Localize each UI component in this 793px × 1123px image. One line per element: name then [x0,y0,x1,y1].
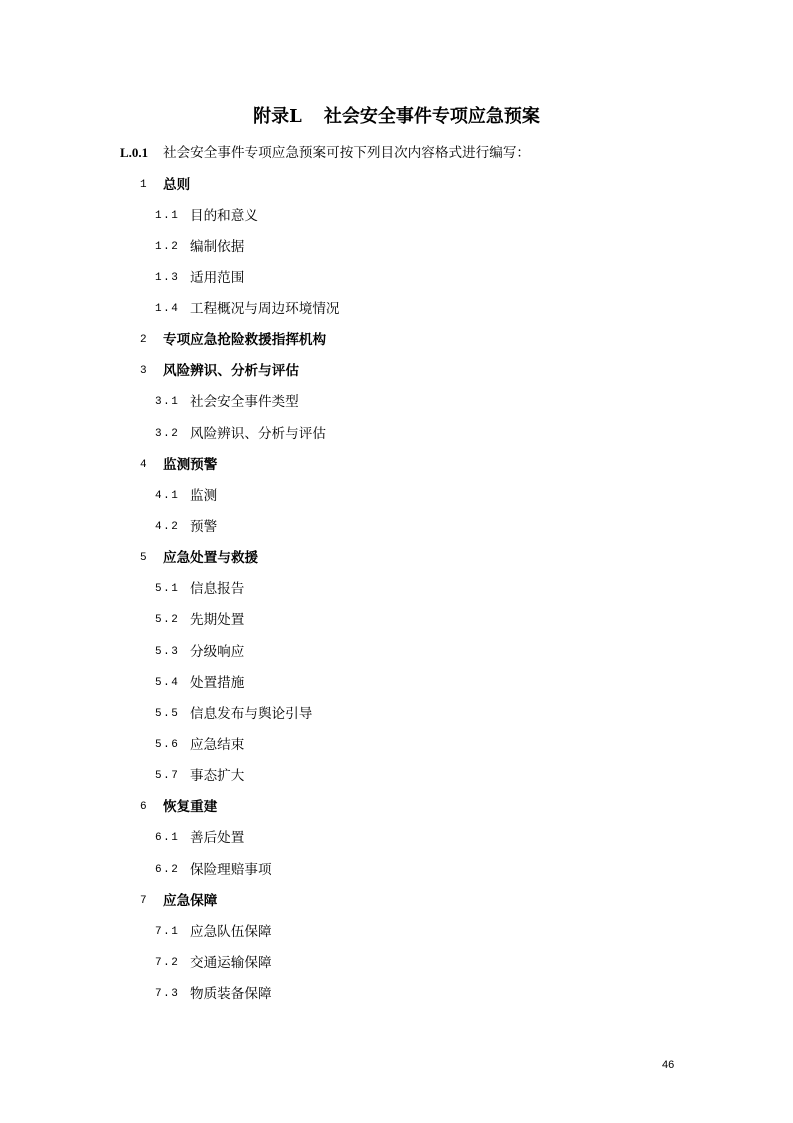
subsection-row [0,668,793,699]
subsection-number: 3.2 [155,427,180,440]
subsection-row [0,855,793,886]
subsection-row [0,481,793,512]
subsection-title: 应急结束 [190,737,245,754]
subsection-title: 预警 [190,519,218,536]
section-heading [0,792,793,823]
appendix-label: 附录L [253,106,302,127]
section-title: 恢复重建 [163,799,218,816]
subsection-title: 保险理赔事项 [190,861,272,878]
clause-number: L.0.1 [120,145,149,160]
section-number: 5 [140,552,147,565]
subsection-number: 1.2 [155,240,180,253]
subsection-number: 5.7 [155,770,180,783]
section-title: 应急处置与救援 [163,550,259,567]
subsection-number: 1.3 [155,271,180,284]
subsection-title: 事态扩大 [190,768,245,785]
section-heading [0,450,793,481]
subsection-title: 目的和意义 [190,207,258,224]
subsection-title: 处置措施 [190,674,245,691]
subsection-title: 分级响应 [190,643,245,660]
subsection-row [0,917,793,948]
subsection-number: 5.3 [155,645,180,658]
subsection-number: 5.5 [155,707,180,720]
subsection-number: 6.2 [155,863,180,876]
subsection-title: 善后处置 [190,830,245,847]
subsection-title: 编制依据 [190,238,245,255]
subsection-number: 6.1 [155,832,180,845]
subsection-row [0,979,793,1010]
subsection-title: 物质装备保障 [190,986,272,1003]
subsection-row [0,637,793,668]
section-number: 1 [140,178,147,191]
subsection-title: 信息发布与舆论引导 [190,705,313,722]
section-title: 应急保障 [163,892,218,909]
section-title: 专项应急抢险救援指挥机构 [163,332,327,349]
page-number: 46 [662,1059,675,1071]
section-number: 4 [140,458,147,471]
subsection-row [0,574,793,605]
clause-paragraph [120,143,530,163]
subsection-row [0,232,793,263]
clause-text: 社会安全事件专项应急预案可按下列目次内容格式进行编写： [163,145,531,161]
subsection-number: 7.2 [155,957,180,970]
subsection-row [0,294,793,325]
table-of-contents [0,170,793,1011]
section-number: 7 [140,894,147,907]
subsection-row [0,263,793,294]
subsection-row [0,419,793,450]
appendix-title: 社会安全事件专项应急预案 [323,106,540,127]
section-heading [0,543,793,574]
section-title: 监测预警 [163,456,218,473]
section-title: 风险辨识、分析与评估 [163,363,299,380]
subsection-row [0,761,793,792]
section-heading [0,886,793,917]
subsection-title: 先期处置 [190,612,245,629]
subsection-row [0,512,793,543]
subsection-title: 适用范围 [190,269,245,286]
subsection-title: 交通运输保障 [190,955,272,972]
subsection-row [0,699,793,730]
subsection-number: 1.4 [155,303,180,316]
section-heading [0,325,793,356]
subsection-number: 5.4 [155,676,180,689]
subsection-number: 7.3 [155,988,180,1001]
subsection-row [0,605,793,636]
subsection-number: 4.2 [155,521,180,534]
subsection-row [0,201,793,232]
section-number: 3 [140,365,147,378]
subsection-row [0,730,793,761]
subsection-number: 7.1 [155,925,180,938]
section-title: 总则 [163,176,191,193]
subsection-number: 5.6 [155,739,180,752]
subsection-title: 社会安全事件类型 [190,394,299,411]
subsection-title: 信息报告 [190,581,245,598]
subsection-title: 应急队伍保障 [190,923,272,940]
subsection-number: 5.2 [155,614,180,627]
subsection-row [0,823,793,854]
subsection-number: 3.1 [155,396,180,409]
subsection-number: 5.1 [155,583,180,596]
section-number: 6 [140,801,147,814]
subsection-title: 风险辨识、分析与评估 [190,425,326,442]
subsection-title: 监测 [190,487,218,504]
subsection-number: 4.1 [155,489,180,502]
section-number: 2 [140,334,147,347]
page-title [0,104,793,130]
subsection-row [0,387,793,418]
section-heading [0,356,793,387]
subsection-title: 工程概况与周边环境情况 [190,301,340,318]
subsection-row [0,948,793,979]
subsection-number: 1.1 [155,209,180,222]
section-heading [0,170,793,201]
